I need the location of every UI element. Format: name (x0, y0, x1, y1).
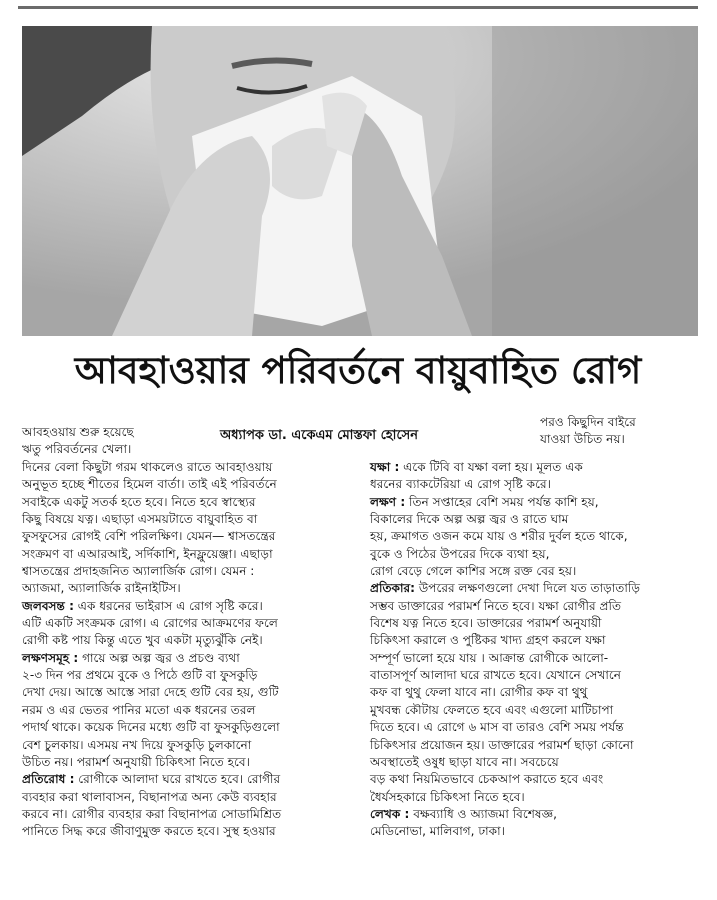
article-line (22, 459, 281, 476)
article-line (370, 719, 640, 736)
article-line (370, 632, 640, 649)
line-text: বেশ চুলকায়। এসময় নখ দিয়ে ফুসকুড়ি চুলকানো (22, 737, 252, 752)
line-text: কফ বা থুথু ফেলা যাবে না। রোগীর কফ বা থুথু (370, 685, 588, 700)
line-text: করবে না। রোগীর ব্যবহার করা বিছানাপত্র সোডামিশ্রিত (22, 806, 282, 821)
article-line (22, 528, 281, 545)
line-text: সম্পূর্ণ ভালো হয়ে যায় । আক্রান্ত রোগীকে আলো- (370, 650, 609, 665)
line-text: চিকিৎসার প্রয়োজন হয়। ডাক্তারের পরামর্শ ছাড়া কোনো (370, 737, 634, 752)
line-text: তিন সপ্তাহের বেশি সময় পর্যন্ত কাশি হয়, (405, 494, 599, 509)
line-text: অনুভূত হচ্ছে শীতের হিমেল বার্তা। তাই এই পরিবর্তনে (22, 477, 277, 492)
line-text: এটি একটি সংক্রমক রোগ। এ রোগের আক্রমণের ফলে (22, 616, 278, 631)
line-text: ফুসফুসের রোগই বেশি পরিলক্ষিণ। যেমন— শ্বাসতন্ত্রের (22, 529, 276, 544)
lead-line: ঋতু পরিবর্তনের খেলা। (22, 442, 132, 457)
article-line (22, 667, 281, 684)
section-heading: লেখক : (370, 806, 410, 821)
article-line (370, 806, 640, 823)
article-line (22, 598, 281, 615)
lead-line: আবহওয়ায় শুরু হয়েছে (22, 425, 134, 439)
line-text: হয়, ক্রমাগত ওজন কমে যায় ও শরীর দুর্বল হতে থাকে, (370, 529, 628, 544)
line-text: দিতে হবে। এ রোগে ৬ মাস বা তারও বেশি সময় পর্যন্ত (370, 720, 624, 735)
article-line (370, 615, 640, 632)
line-text: উপরের লক্ষণগুলো দেখা দিলে যত তাড়াতাড়ি (415, 581, 640, 596)
article-line (370, 771, 640, 788)
line-text: ধরনের ব্যাকটেরিয়া এ রোগ সৃষ্টি করে। (370, 477, 551, 492)
line-text: গায়ে অল্প অল্প জ্বর ও প্রচণ্ড ব্যথা (78, 650, 240, 665)
section-heading: প্রতিকার: (370, 581, 416, 596)
article-line (22, 632, 281, 649)
line-text: পানিতে সিদ্ধ করে জীবাণুমুক্ত করতে হবে। সুস্থ হওয়ার (22, 824, 276, 839)
article-line (22, 563, 281, 580)
line-text: কিছু বিষয়ে যত্ন। এছাড়া এসময়টাতে বায়ুবাহিত বা (22, 512, 258, 527)
article-line (370, 459, 640, 476)
line-text: সংক্রমণ বা এআরআই, সর্দিকাশি, ইনফ্লুয়েঞ্জা। এছাড়া (22, 546, 273, 561)
line-text: মুখবন্ধ কৌটায় ফেলতে হবে এবং এগুলো মাটিচাপা (370, 702, 614, 717)
line-text: বিশেষ যত্ন নিতে হবে। ডাক্তারের পরামর্শ অনুযায়ী (370, 616, 602, 631)
article-line (22, 806, 281, 823)
line-text: অ্যাজমা, অ্যালার্জিক রাইনাইটিস। (22, 581, 181, 596)
line-text: নরম ও এর ভেতর পানির মতো এক ধরনের তরল (22, 702, 256, 717)
article-line (22, 684, 281, 701)
line-text: বড় কথা নিয়মিতভাবে চেকআপ করাতে হবে এবং (370, 772, 604, 787)
article-line (22, 702, 281, 719)
line-text: উচিত নয়। পরামর্শ অনুযায়ী চিকিৎসা নিতে হবে। (22, 754, 250, 769)
article-line (370, 598, 640, 615)
article-line (22, 789, 281, 806)
article-line (370, 702, 640, 719)
line-text: রোগীকে আলাদা ঘরে রাখতে হবে। রোগীর (74, 772, 281, 787)
article-line (370, 494, 640, 511)
line-text: এক ধরনের ভাইরাস এ রোগ সৃষ্টি করে। (73, 598, 263, 613)
article-line (370, 511, 640, 528)
article-line (22, 754, 281, 771)
line-text: শ্বাসতন্ত্রের প্রদাহজনিত অ্যালার্জিক রোগ। যেমন : (22, 564, 255, 579)
line-text: পদার্থ থাকে। কয়েক দিনের মধ্যে গুটি বা ফুসকুড়িগুলো (22, 720, 280, 735)
line-text: বুকে ও পিঠের উপরের দিকে ব্যথা হয়, (370, 546, 550, 561)
article-line (22, 476, 281, 493)
continuation-line: যাওয়া উচিত নয়। (540, 432, 625, 447)
article-line (370, 737, 640, 754)
line-text: চিকিৎসা করালে ও পুষ্টিকর খাদ্য গ্রহণ করলে যক্ষা (370, 633, 606, 648)
section-heading: লক্ষণ : (370, 494, 406, 509)
top-rule (18, 6, 698, 9)
line-text: রোগ বেড়ে গেলে কাশির সঙ্গে রক্ত বের হয়। (370, 564, 577, 579)
line-text: সম্ভব ডাক্তারের পরামর্শ নিতে হবে। যক্ষা রোগীর প্রতি (370, 598, 622, 613)
article-line (370, 667, 640, 684)
article-line (22, 546, 281, 563)
line-text: দিনের বেলা কিছুটা গরম থাকলেও রাতে আবহাওয়ায় (22, 460, 273, 474)
woman-sneezing-illustration (22, 26, 698, 336)
article-line (22, 719, 281, 736)
article-line (370, 528, 640, 545)
line-text: একে টিবি বা যক্ষা বলা হয়। মূলত এক (399, 460, 583, 474)
article-line (370, 684, 640, 701)
article-line (370, 476, 640, 493)
line-text: দেখা দেয়। আস্তে আস্তে সারা দেহে গুটি বের হয়, গুটি (22, 685, 279, 700)
article-line (370, 546, 640, 563)
section-heading: যক্ষা : (370, 460, 400, 474)
byline: অধ্যাপক ডা. একেএম মোস্তফা হোসেন (220, 428, 419, 443)
line-text: রোগী কষ্ট পায় কিন্তু এতে খুব একটা মৃত্যুঝুঁকি নেই। (22, 633, 263, 648)
right-column (370, 459, 640, 841)
line-text: মেডিনোভা, মালিবাগ, ঢাকা। (370, 824, 505, 839)
article-line (22, 615, 281, 632)
article-line (370, 580, 640, 597)
article-line (370, 823, 640, 840)
line-text: বক্ষব্যাধি ও অ্যাজমা বিশেষজ্ঞ, (409, 806, 557, 821)
line-text: ২-৩ দিন পর প্রথমে বুকে ও পিঠে গুটি বা ফুসকুড়ি (22, 668, 258, 683)
article-line (22, 511, 281, 528)
right-column-continuation (540, 414, 636, 449)
section-heading: জলবসন্ত : (22, 598, 74, 613)
section-heading: লক্ষণসমূহ : (22, 650, 79, 665)
lead-paragraph (22, 424, 134, 459)
article-line (370, 754, 640, 771)
left-column (22, 459, 281, 841)
article-line (22, 771, 281, 788)
continuation-line: পরও কিছুদিন বাইরে (540, 415, 636, 429)
article-line (370, 563, 640, 580)
line-text: ব্যবহার করা থালাবাসন, বিছানাপত্র অন্য কেউ ব্যবহার (22, 789, 277, 804)
article-line (370, 650, 640, 667)
line-text: ধৈর্যসহকারে চিকিৎসা নিতে হবে। (370, 789, 525, 804)
line-text: বাতাসপূর্ণ আলাদা ঘরে রাখতে হবে। যেখানে সেখানে (370, 668, 621, 683)
line-text: সবাইকে একটু সতর্ক হতে হবে। নিতে হবে স্বাস্থ্যের (22, 494, 256, 509)
article-line (22, 580, 281, 597)
article-line (22, 494, 281, 511)
article-line (22, 823, 281, 840)
section-heading: প্রতিরোধ : (22, 772, 75, 787)
article-line (22, 737, 281, 754)
line-text: অবস্থাতেই ওষুধ ছাড়া যাবে না। সবচেয়ে (370, 754, 559, 769)
article-photo (22, 26, 698, 336)
line-text: বিকালের দিকে অল্প অল্প জ্বর ও রাতে ঘাম (370, 512, 569, 527)
article-line (22, 650, 281, 667)
headline: আবহাওয়ার পরিবর্তনে বায়ুবাহিত রোগ (74, 348, 642, 392)
article-line (370, 789, 640, 806)
